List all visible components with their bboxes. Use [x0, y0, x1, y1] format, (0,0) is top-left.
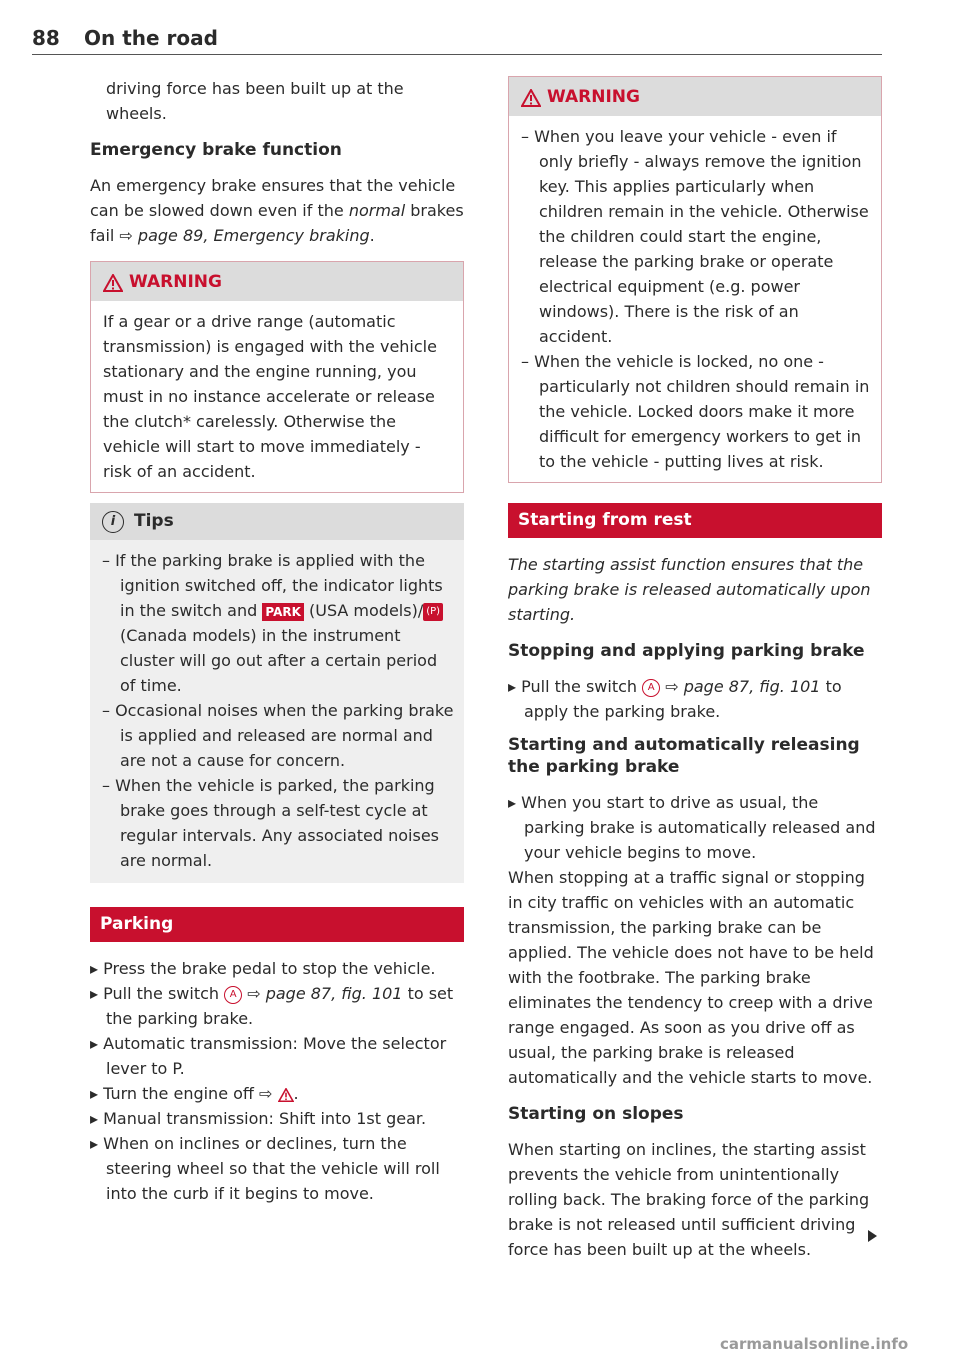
auto-release-text: When stopping at a traffic signal or stopping in city traffic on vehicles with an automatic transmission, the parking brake can be applied. The vehicle does not have to be held with the footbrake. The parking brake eliminates the tendency to creep with a drive range engaged. As soon as you drive off as usual, the parking brake is released automatically and the vehicle starts to move. [508, 868, 874, 1087]
right-column [508, 76, 882, 1275]
parking-brake-indicator-icon: (P) [423, 603, 443, 621]
continue-arrow-icon [868, 1230, 877, 1242]
tips-header [90, 503, 464, 540]
warning-icon [521, 89, 541, 107]
tips-body [90, 540, 464, 883]
parking-step: ▸ Manual transmission: Shift into 1st gear. [90, 1109, 427, 1128]
parking-step: ▸ When on inclines or declines, turn the steering wheel so that the vehicle will roll into the curb if it begins to move. [90, 1134, 440, 1203]
warning-header [509, 77, 881, 116]
tip-item: – If the parking brake is applied with the ignition switched off, the indicator lights in the switch and PARK (USA models)/ (P) (Canada models) in the instrument cluster will go out after a certain period of time. [102, 551, 443, 695]
parking-step: ▸ Press the brake pedal to stop the vehicle. [90, 959, 436, 978]
emergency-brake-text: An emergency brake ensures that the vehicle can be slowed down even if the normal brakes fail ⇨ page 89, Emergency braking. [90, 176, 464, 245]
warning-header [91, 262, 463, 301]
starting-intro: The starting assist function ensures that the parking brake is released automatically upon starting. [508, 555, 871, 624]
emergency-brake-heading: Emergency brake function [90, 140, 342, 160]
warning-icon [103, 274, 123, 292]
stopping-step: ▸ Pull the switch A ⇨ page 87, fig. 101 to apply the parking brake. [508, 677, 842, 721]
emergency-braking-link[interactable]: ⇨ page 89, Emergency braking [119, 226, 370, 245]
slopes-text: When starting on inclines, the starting assist prevents the vehicle from unintentionally rolling back. The braking force of the parking brake is not released until sufficient driving force has been built up at the wheels. [508, 1140, 870, 1259]
warning-title: WARNING [547, 87, 640, 107]
intro-text: driving force has been built up at the wheels. [106, 79, 404, 123]
page-header [32, 24, 882, 55]
tips-box [90, 503, 464, 883]
parking-step: ▸ Pull the switch A ⇨ page 87, fig. 101 to set the parking brake. [90, 984, 454, 1028]
warning-title: WARNING [129, 272, 222, 292]
parking-step: ▸ Automatic transmission: Move the selector lever to P. [90, 1034, 447, 1078]
switch-a-label: A [224, 986, 242, 1004]
park-indicator-icon: PARK [262, 603, 304, 621]
warning-box [508, 76, 882, 483]
fig-101-link[interactable]: ⇨ page 87, fig. 101 [665, 677, 821, 696]
warning-item: – When you leave your vehicle - even if only briefly - always remove the ignition key. This applies particularly when children remain in the vehicle. Otherwise the children could start the engine, release the parking brake or operate electrical equipment (e.g. power windows). There is the risk of an accident. [521, 127, 869, 346]
warning-item: – When the vehicle is locked, no one - particularly not children should remain in the vehicle. Locked doors make it more difficult for emergency workers to get in to the vehicle - putting lives at risk. [521, 352, 870, 471]
parking-heading: Parking [90, 907, 464, 942]
left-column [90, 76, 464, 1206]
tips-title: Tips [134, 511, 174, 531]
fig-101-link[interactable]: ⇨ page 87, fig. 101 [247, 984, 403, 1003]
page-number: 88 [32, 26, 60, 50]
slopes-heading: Starting on slopes [508, 1104, 684, 1124]
tip-item: – Occasional noises when the parking brake is applied and released are normal and are not a cause for concern. [102, 701, 454, 770]
auto-release-heading: Starting and automatically releasing the parking brake [508, 735, 860, 777]
switch-a-label: A [642, 679, 660, 697]
warning-box [90, 261, 464, 493]
tip-item: – When the vehicle is parked, the parking brake goes through a self-test cycle at regular intervals. Any associated noises are normal. [102, 776, 439, 870]
warning-text: If a gear or a drive range (automatic transmission) is engaged with the vehicle stationary and the engine running, you must in no instance accelerate or release the clutch* carelessly. Otherwise the vehicle will start to move immediately - risk of an accident. [103, 312, 437, 481]
auto-release-step: ▸ When you start to drive as usual, the parking brake is automatically released and your vehicle begins to move. [508, 793, 876, 862]
warning-body [509, 116, 881, 482]
stopping-heading: Stopping and applying parking brake [508, 641, 865, 661]
parking-step: ▸ Turn the engine off ⇨ . [90, 1084, 299, 1103]
section-title: On the road [84, 26, 218, 50]
starting-heading: Starting from rest [508, 503, 882, 538]
info-icon: i [102, 511, 124, 533]
warning-icon[interactable] [278, 1088, 294, 1102]
watermark: carmanualsonline.info [720, 1335, 909, 1353]
